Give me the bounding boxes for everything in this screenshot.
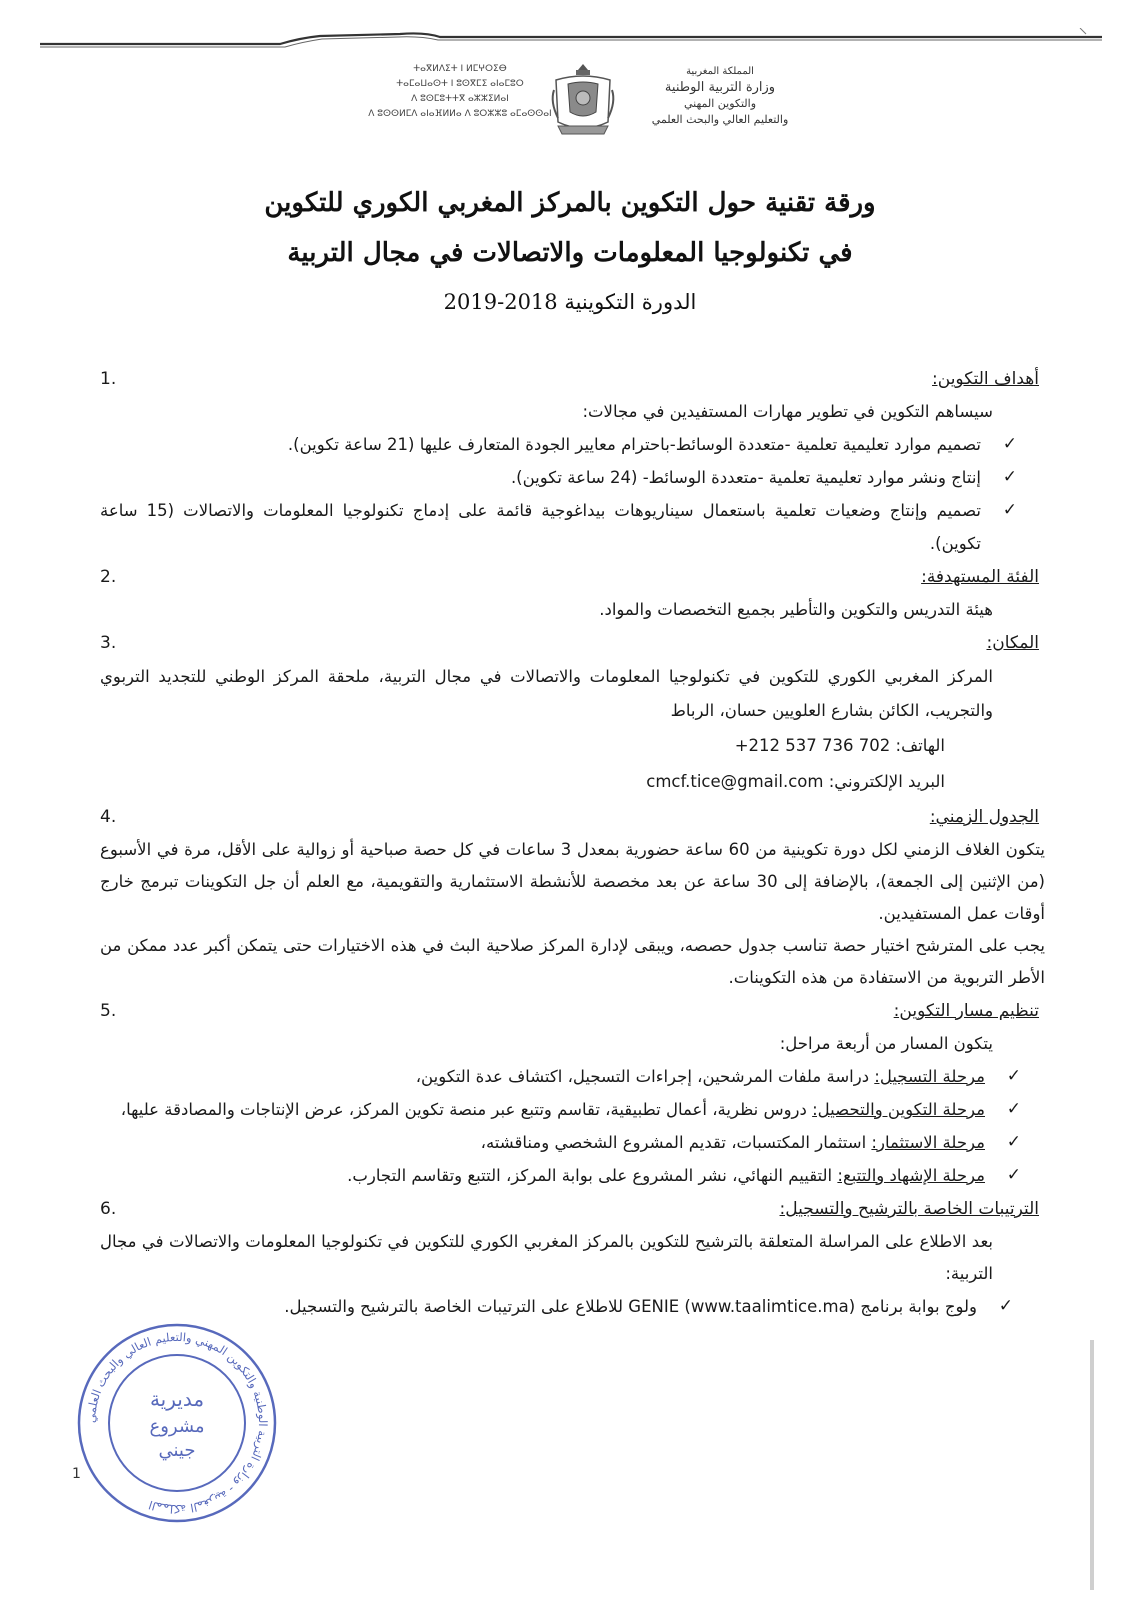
tifinagh-ministry-name bbox=[340, 62, 580, 122]
list-item-text: إنتاج ونشر موارد تعليمية تعلمية -متعددة الوسائط- (24 ساعة تكوين). bbox=[510, 468, 981, 487]
stamp-center-line: جيني bbox=[158, 1440, 196, 1461]
section-heading bbox=[100, 994, 1045, 1028]
section-title: الجدول الزمني: bbox=[929, 807, 1039, 827]
section-number: 4. bbox=[100, 807, 117, 827]
email-label: البريد الإلكتروني: bbox=[828, 772, 945, 791]
section-heading bbox=[100, 626, 1045, 660]
ministry-line: المملكة المغربية bbox=[686, 66, 754, 77]
section-heading bbox=[100, 560, 1045, 594]
ministry-line: والتعليم العالي والبحث العلمي bbox=[651, 113, 789, 126]
portal-url[interactable]: (www.taalimtice.ma) bbox=[684, 1297, 856, 1316]
application-item-suffix: للاطلاع على الترتيبات الخاصة بالترشيح والتسجيل. bbox=[284, 1297, 624, 1316]
phase-text: استثمار المكتسبات، تقديم المشروع الشخصي ومناقشته، bbox=[480, 1133, 872, 1152]
phase-label: مرحلة التسجيل: bbox=[874, 1067, 985, 1086]
objectives-list bbox=[100, 428, 1045, 560]
checkmark-icon: ✓ bbox=[1006, 1132, 1021, 1152]
list-item bbox=[100, 494, 1017, 560]
section-number: 1. bbox=[100, 369, 117, 389]
checkmark-icon: ✓ bbox=[1002, 500, 1017, 520]
phase-label: مرحلة الاستثمار: bbox=[871, 1133, 985, 1152]
email-address: cmcf.tice@gmail.com bbox=[646, 772, 824, 791]
list-item bbox=[100, 1159, 1021, 1192]
phases-list bbox=[100, 1060, 1045, 1192]
list-item bbox=[100, 461, 1017, 494]
section-heading bbox=[100, 1192, 1045, 1226]
checkmark-icon: ✓ bbox=[1006, 1165, 1021, 1185]
checkmark-icon: ✓ bbox=[998, 1296, 1013, 1316]
section-title: الترتيبات الخاصة بالترشيح والتسجيل: bbox=[779, 1199, 1039, 1219]
genie-portal-label: ولوج بوابة برنامج GENIE bbox=[628, 1297, 977, 1316]
section-title: الفئة المستهدفة: bbox=[921, 567, 1039, 587]
scan-edge-line bbox=[1090, 1340, 1094, 1590]
section-target-audience bbox=[100, 560, 1045, 626]
section-title: تنظيم مسار التكوين: bbox=[893, 1001, 1039, 1021]
ministry-name-arabic bbox=[640, 64, 800, 128]
phone-label: الهاتف: bbox=[895, 736, 945, 755]
section-intro: يتكون المسار من أربعة مراحل: bbox=[779, 1034, 993, 1053]
section-objectives bbox=[100, 362, 1045, 560]
section-number: 3. bbox=[100, 633, 117, 653]
application-text: بعد الاطلاع على المراسلة المتعلقة بالترشيح للتكوين بالمركز المغربي الكوري للتكوين في تكنولوجيا المعلومات والاتصالات في مجال التربية: bbox=[100, 1232, 993, 1283]
email-line bbox=[100, 764, 1045, 800]
title-line-1: ورقة تقنية حول التكوين بالمركز المغربي الكوري للتكوين bbox=[264, 188, 876, 218]
location-address: المركز المغربي الكوري للتكوين في تكنولوجيا المعلومات والاتصالات في مجال التربية، ملحقة المركز الوطني للتجديد التربوي والتجريب، الكائن بشارع العلويين حسان، الرباط bbox=[100, 667, 993, 720]
section-training-path bbox=[100, 994, 1045, 1192]
section-schedule bbox=[100, 800, 1045, 994]
tifinagh-line: ⵜⴰⴳⵍⴷⵉⵜ ⵏ ⵍⵎⵖⵔⵉⴱ bbox=[413, 64, 507, 74]
list-item bbox=[100, 1060, 1021, 1093]
phase-text: دراسة ملفات المرشحين، إجراءات التسجيل، اكتشاف عدة التكوين، bbox=[415, 1067, 875, 1086]
checkmark-icon: ✓ bbox=[1006, 1066, 1021, 1086]
section-title: المكان: bbox=[986, 633, 1039, 653]
phone-line bbox=[100, 728, 1045, 764]
schedule-paragraph: يتكون الغلاف الزمني لكل دورة تكوينية من 60 ساعة حضورية بمعدل 3 ساعات في كل حصة صباحية أو زوالية على الأقل، مرة في الأسبوع (من الإثنين إلى الجمعة)، بالإضافة إلى 30 ساعة عن بعد مخصصة للأنشطة الاستثمارية والتقويمية، مع العلم أن جل التكوينات تبرمج خارج أوقات عمل المستفيدين. bbox=[100, 840, 1046, 923]
stamp-ring-text: المملكة المغربية - وزارة التربية الوطنية والتكوين المهني والتعليم العالي والبحث العلمي bbox=[83, 1329, 271, 1517]
royal-coat-of-arms-icon bbox=[548, 60, 618, 140]
tifinagh-line: ⴷ ⵓⵙⵙⵍⵎⴷ ⴰⵏⴰⴼⵍⵍⴰ ⴷ ⵓⵔⵣⵣⵓ ⴰⵎⴰⵙⵙⴰⵏ bbox=[368, 109, 552, 119]
ministry-line: وزارة التربية الوطنية bbox=[664, 80, 776, 95]
phase-label: مرحلة التكوين والتحصيل: bbox=[812, 1100, 985, 1119]
schedule-paragraph: يجب على المترشح اختيار حصة تناسب جدول حصصه، ويبقى لإدارة المركز صلاحية البث في هذه الاختيارات حتى يتمكن أكبر عدد ممكن من الأطر التربوية من الاستفادة من هذه التكوينات. bbox=[100, 936, 1045, 987]
section-heading bbox=[100, 800, 1045, 834]
section-text: هيئة التدريس والتكوين والتأطير بجميع التخصصات والمواد. bbox=[599, 600, 993, 619]
section-heading bbox=[100, 362, 1045, 396]
list-item bbox=[100, 1093, 1021, 1126]
document-body bbox=[100, 362, 1045, 1323]
list-item-text: تصميم موارد تعليمية تعلمية -متعددة الوسائط-باحترام معايير الجودة المتعارف عليها (21 ساعة تكوين). bbox=[287, 435, 981, 454]
section-application bbox=[100, 1192, 1045, 1323]
list-item bbox=[100, 1126, 1021, 1159]
title-line-2: في تكنولوجيا المعلومات والاتصالات في مجال التربية bbox=[287, 238, 853, 268]
title-line-3: الدورة التكوينية 2018-2019 bbox=[443, 290, 697, 314]
stamp-center-line: مديرية bbox=[149, 1387, 205, 1411]
tifinagh-line: ⴷ ⵓⵙⵎⵓⵜⵜⴳ ⴰⵣⵣⵉⵍⴰⵏ bbox=[411, 94, 509, 104]
ministry-line: والتكوين المهني bbox=[683, 97, 757, 110]
phase-text: التقييم النهائي، نشر المشروع على بوابة المركز، التتبع وتقاسم التجارب. bbox=[347, 1166, 838, 1185]
section-number: 6. bbox=[100, 1199, 117, 1219]
section-location bbox=[100, 626, 1045, 800]
phase-text: دروس نظرية، أعمال تطبيقية، تقاسم وتتبع عبر منصة تكوين المركز، عرض الإنتاجات والمصادقة عليها، bbox=[120, 1100, 813, 1119]
section-title: أهداف التكوين: bbox=[932, 369, 1039, 389]
phone-number: +212 537 736 702 bbox=[734, 736, 891, 755]
list-item bbox=[100, 428, 1017, 461]
list-item-text: تصميم وإنتاج وضعيات تعلمية باستعمال سيناريوهات بيداغوجية قائمة على إدماج تكنولوجيا المعلومات والاتصالات (15 ساعة تكوين). bbox=[100, 501, 982, 553]
checkmark-icon: ✓ bbox=[1002, 434, 1017, 454]
page-number: 1 bbox=[72, 1466, 81, 1482]
stamp-center-line: مشروع bbox=[149, 1416, 205, 1437]
checkmark-icon: ✓ bbox=[1006, 1099, 1021, 1119]
official-stamp bbox=[72, 1318, 282, 1528]
checkmark-icon: ✓ bbox=[1002, 467, 1017, 487]
top-border-line bbox=[40, 28, 1102, 58]
section-number: 2. bbox=[100, 567, 117, 587]
phase-label: مرحلة الإشهاد والتتبع: bbox=[837, 1166, 985, 1185]
section-intro: سيساهم التكوين في تطوير مهارات المستفيدين في مجالات: bbox=[582, 402, 993, 421]
tifinagh-line: ⵜⴰⵎⴰⵡⴰⵙⵜ ⵏ ⵓⵙⴳⵎⵉ ⴰⵏⴰⵎⵓⵔ bbox=[396, 79, 524, 89]
document-title bbox=[150, 178, 990, 324]
section-number: 5. bbox=[100, 1001, 117, 1021]
